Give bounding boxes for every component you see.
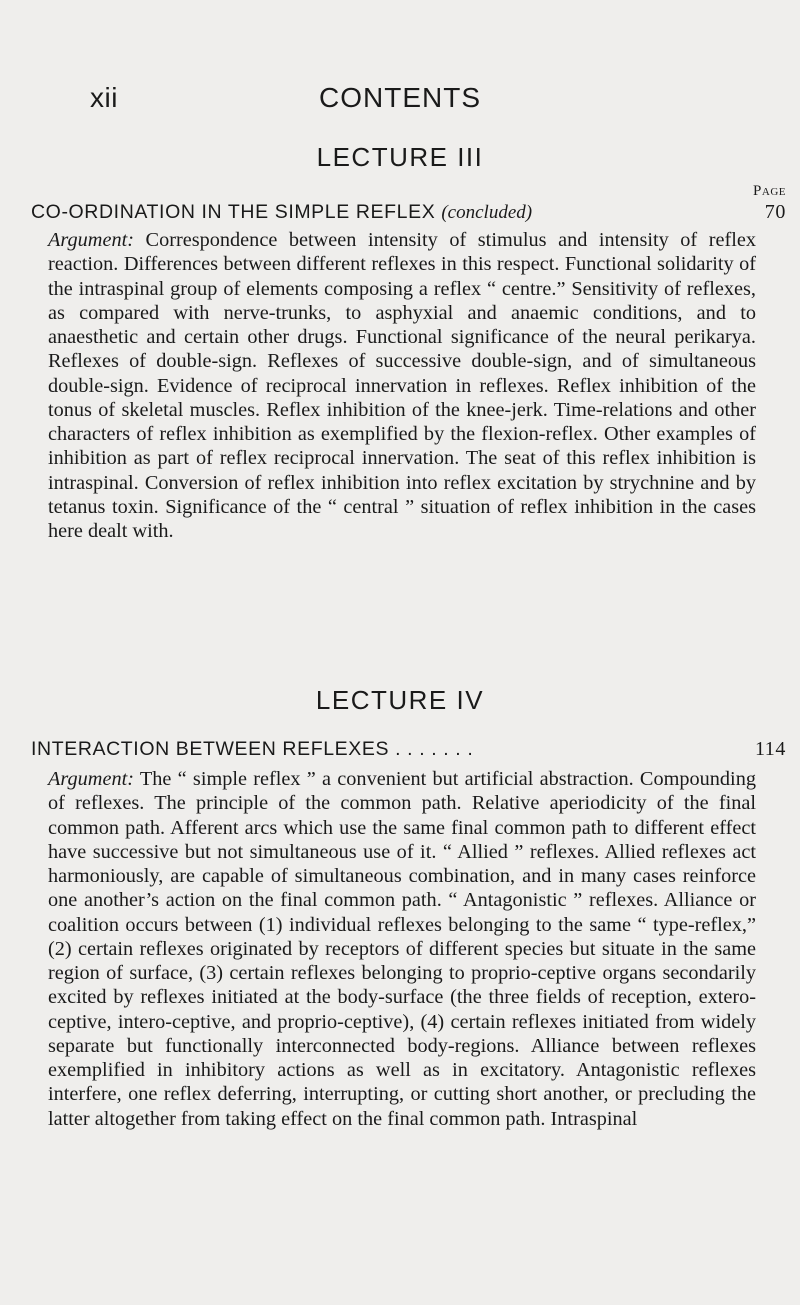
argument-text: Correspondence between intensity of stimulus and intensity of reflex reaction. Differences between different reflexes in this respect. Functional solidarity of the intraspinal group of elements composing a reflex “ centre.” Sensitivity of reflexes, as compared with nerve-trunks, to asphyxial and anaemic conditions, and to anaesthetic and certain other drugs. Functional significance of the neural perikarya. Reflexes of double-sign. Reflexes of successive double-sign, and of simultaneous double-sign. Evidence of reciprocal innervation in reflexes. Reflex inhibition of the tonus of skeletal muscles. Reflex inhibition of the knee-jerk. Time-relations and other characters of reflex inhibition as exemplified by the flexion-reflex. Other examples of inhibition as part of reflex reciprocal innervation. The seat of this reflex inhibition is intraspinal. Conversion of reflex inhibition into reflex excitation by strychnine and by tetanus toxin. Significance of the “ central ” situation of reflex inhibition in the cases here dealt with. [48, 229, 756, 542]
argument-label: Argument: [48, 229, 134, 251]
chapter-title-line [31, 738, 786, 761]
dot-leader: . . . . . . . [389, 738, 474, 760]
chapter-argument [48, 228, 756, 543]
chapter-page-number: 70 [764, 201, 786, 223]
argument-text: The “ simple reflex ” a convenient but artificial abstraction. Compounding of reflexes. The principle of the common path. Relative aperiodicity of the final common path. Afferent arcs which use the same final common path to different effect have successive but not simultaneous use of it. “ Allied ” reflexes. Allied reflexes act harmoniously, are capable of simultaneous combination, and in many cases reinforce one another’s action on the final common path. “ Antagonistic ” reflexes. Alliance or coalition occurs between (1) individual reflexes belonging to the same “ type-reflex,” (2) certain reflexes originated by receptors of different species but situate in the same region of surface, (3) certain reflexes belonging to proprio-ceptive organs secondarily excited by reflexes initiated at the body-surface (the three fields of reception, extero-ceptive, intero-ceptive, and proprio-ceptive), (4) certain reflexes initiated from widely separate but functionally interconnected body-regions. Alliance between reflexes exemplified in inhibitory actions as well as in excitatory. Antagonistic reflexes interfere, one reflex deferring, interrupting, or cutting short another, or precluding the latter altogether from taking effect on the final common path. Intraspinal [48, 768, 756, 1130]
chapter-argument [48, 767, 756, 1131]
chapter-title: CO-ORDINATION IN THE SIMPLE REFLEX [31, 201, 436, 223]
chapter-title-note: (concluded) [441, 202, 533, 223]
chapter-title-line [31, 201, 786, 224]
argument-label: Argument: [48, 768, 134, 790]
lecture-heading: LECTURE III [316, 142, 484, 172]
page-column-label: Page [753, 183, 786, 199]
lecture-heading: LECTURE IV [315, 685, 485, 715]
page-folio: xii [90, 82, 118, 113]
chapter-title: INTERACTION BETWEEN REFLEXES [31, 738, 390, 760]
running-head-title: CONTENTS [319, 82, 481, 113]
running-head [0, 82, 800, 116]
chapter-page-number: 114 [754, 738, 786, 760]
